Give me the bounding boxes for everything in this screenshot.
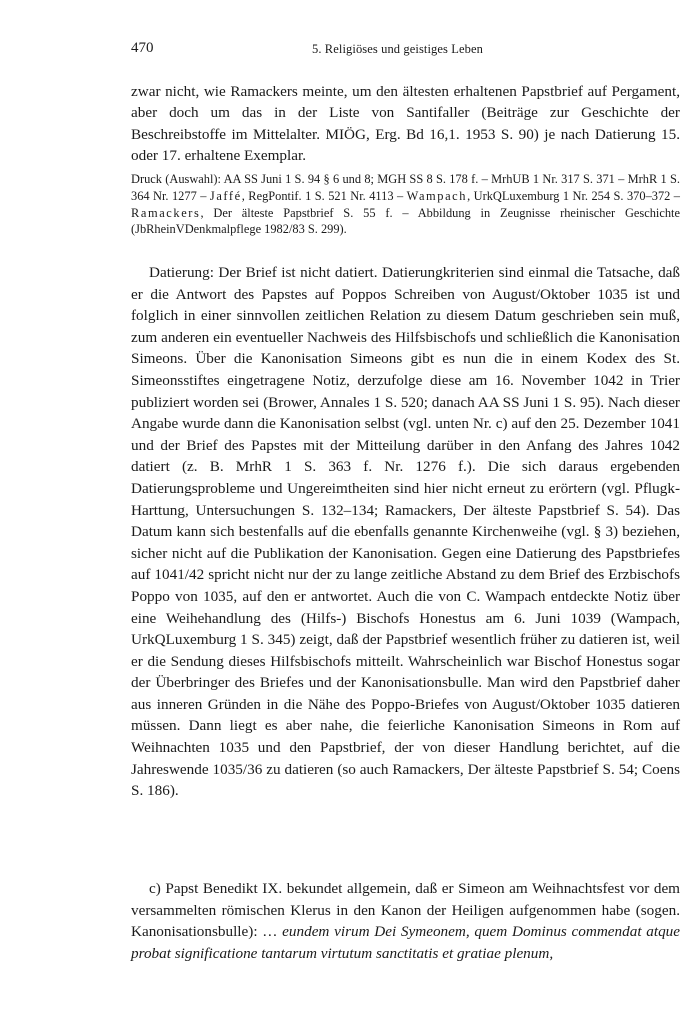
references-text-2: , RegPontif. 1 S. 521 Nr. 4113 –	[241, 188, 407, 203]
references-text-3: , UrkQLuxemburg 1 Nr. 254 S. 370–372 –	[467, 188, 680, 203]
references-text-4: , Der älteste Papstbrief S. 55 f. – Abbildung in Zeugnisse rheinischer Geschichte (JbRheinVDenkmalpflege 1982/83 S. 299).	[131, 205, 680, 237]
latin-quote: eundem virum Dei Symeonem, quem Dominus commendat atque probat significatione tantarum virtutum sanctitatis et gratiae plenum,	[131, 923, 681, 962]
author-ramackers: Ramackers	[131, 205, 201, 220]
paragraph-canonization	[131, 878, 680, 964]
page-header	[131, 40, 680, 60]
references-text-1: Druck (Auswahl): AA SS Juni 1 S. 94 § 6 und 8; MGH SS 8 S. 178 f. – MrhUB 1 Nr. 317 S. 371 – MrhR 1 S. 364 Nr. 1277 –	[131, 172, 680, 203]
paragraph-canonization-text: c) Papst Benedikt IX. bekundet allgemein, daß er Simeon am Weihnachtsfest vor dem versammelten römischen Klerus in den Kanon der Heiligen aufgenommen habe (sogen. Kanonisationsbulle): …	[131, 880, 680, 941]
paragraph-dating: Datierung: Der Brief ist nicht datiert. Datierungkriterien sind einmal die Tatsache, daß er die Antwort des Papstes auf Poppos Schreiben von August/Oktober 1035 ist und folglich in einer sinnvollen zeitlichen Relation zu diesem Datum geschrieben sein muß, zum anderen ein eventueller Nachweis des Hilfsbischofs und schließlich die Kanonisation Simeons. Über die Kanonisation Simeons gibt es nun die in einem Kodex des St. Simeonsstiftes eingetragene Notiz, derzufolge diese am 16. November 1042 in Trier publiziert worden sei (Brower, Annales 1 S. 520; danach AA SS Juni 1 S. 95). Nach dieser Angabe wurde dann die Kanonisation selbst (vgl. unten Nr. c) auf den 25. Dezember 1041 und der Brief des Papstes mit der Mitteilung darüber in den Anfang des Jahres 1042 datiert (z. B. MrhR 1 S. 363 f. Nr. 1276 f.). Die sich daraus ergebenden Datierungsprobleme und Ungereimtheiten sind hier nicht erneut zu erörtern (vgl. Pflugk-Harttung, Untersuchungen S. 132–134; Ramackers, Der älteste Papstbrief S. 54). Das Datum kann sich bestenfalls auf die ebenfalls genannte Kirchenweihe (vgl. § 3) beziehen, sicher nicht auf die Publikation der Kanonisation. Gegen eine Datierung des Papstbriefes auf 1041/42 spricht nicht nur der zu lange zeitliche Abstand zu dem Brief des Erzbischofs Poppo von 1035, auf den er antwortet. Auch die von C. Wampach entdeckte Notiz über eine Weihehandlung des (Hilfs-) Bischofs Honestus am 6. Juni 1039 (Wampach, UrkQLuxemburg 1 S. 345) zeigt, daß der Papstbrief wesentlich früher zu datieren ist, weil er die Sendung dieses Hilfsbischofs mitteilt. Wahrscheinlich war Bischof Honestus sogar der Überbringer des Briefes und der Kanonisationsbulle. Man wird den Papstbrief daher aus inneren Gründen in die Nähe des Poppo-Briefes von August/Oktober 1035 datieren müssen. Dann liegt es aber nahe, die feierliche Kanonisation Simeons in Rom auf Weihnachten 1035 und den Papstbrief, der von dieser Handlung berichtet, auf die Jahreswende 1035/36 zu datieren (so auch Ramackers, Der älteste Papstbrief S. 54; Coens S. 186).	[131, 264, 680, 800]
page-number: 470	[131, 40, 154, 56]
author-wampach: Wampach	[406, 188, 468, 203]
running-title: 5. Religiöses und geistiges Leben	[312, 42, 483, 56]
author-jaffe: Jaffé	[209, 188, 242, 203]
references-block	[131, 171, 680, 238]
paragraph-continuation: zwar nicht, wie Ramackers meinte, um den ältesten erhaltenen Papstbrief auf Pergament, aber doch um das in der Liste von Santifaller (Beiträge zur Geschichte der Beschreibstoffe im Mittelalter. MIÖG, Erg. Bd 16,1. 1953 S. 90) je nach Datierung 15. oder 17. erhaltene Exemplar.	[131, 83, 680, 164]
